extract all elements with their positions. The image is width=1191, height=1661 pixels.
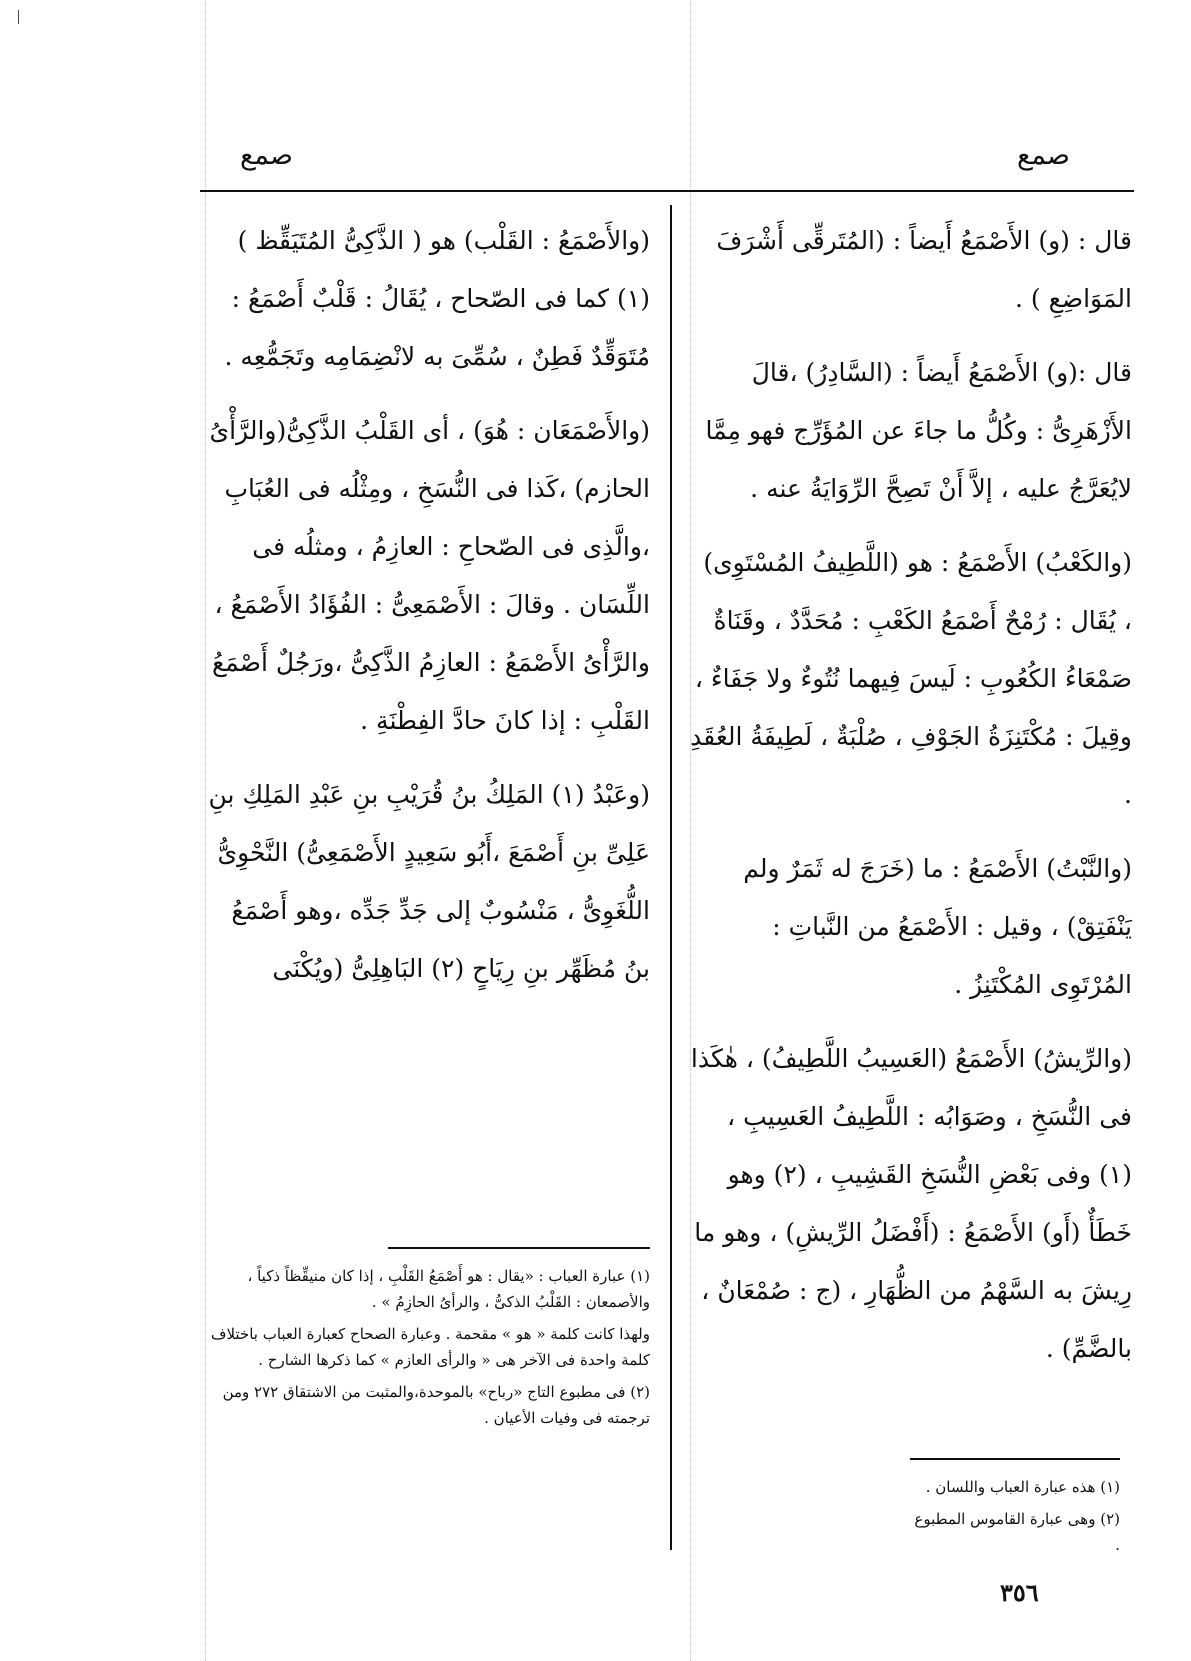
footnote: (٢) وهى عبارة القاموس المطبوع . xyxy=(914,1510,1120,1554)
right-paragraph: (والنَّبْتُ) الأَصْمَعُ : ما (خَرَجَ له ثَمَرٌ ولم يَنْفَتِقْ) ، وقيل : الأَصْمَعُ من النَّباتِ : المُرْتَوِى المُكْتَنِزُ . xyxy=(743,854,1132,999)
left-paragraph: (وعَبْدُ (١) المَلِكُ بنُ قُرَيْبِ بنِ عَبْدِ المَلِكِ بنِ عَلِىِّ بنِ أَصْمَعَ ،أَبُو سَعِيدٍ الأَصْمَعِىُّ) النَّحْوِىُّ اللُّغَوِىُّ ، مَنْسُوبٌ إلى جَدِّ جَدِّه ،وهو أَصْمَعُ بنُ مُظَهِّر بنِ رِيَاحٍ (٢) البَاهِلِىُّ (ويُكْنَى xyxy=(208,780,650,983)
footnote: (١) هذه عبارة العباب واللسان . xyxy=(925,1478,1120,1496)
header-root-right: صمع xyxy=(1017,140,1070,171)
footnote-rule xyxy=(910,1458,1120,1460)
right-paragraph: (والكَعْبُ) الأَصْمَعُ : هو (اللَّطِيفُ المُسْتَوِى) ، يُقَال : رُمْحٌ أَصْمَعُ الكَعْبِ : مُحَدَّدٌ ، وقَنَاةٌ صَمْعَاءُ الكُعُوبِ : لَيسَ فِيهما نُتُوءٌ ولا جَفَاءٌ ، وقِيلَ : مُكْتَنِزَةُ الجَوْفِ ، صُلْبَةٌ ، لَطِيفَةُ العُقَدِ . xyxy=(690,548,1132,809)
right-column xyxy=(688,212,1132,1394)
page-number: ٣٥٦ xyxy=(1000,1578,1039,1607)
margin-mark xyxy=(18,10,19,24)
right-paragraph: قال :(و) الأَصْمَعُ أَيضاً : (السَّادِرُ) ،قالَ الأَزْهَرِىُّ : وكُلُّ ما جاءَ عن المُؤَرِّج فهو مِمَّا لايُعَرَّجُ عليه ، إلاَّ أَنْ تَصِحَّ الرِّوَايَةُ عنه . xyxy=(705,358,1132,503)
header-root-left: صمع xyxy=(240,140,293,171)
footnote: ولهذا كانت كلمة « هو » مقحمة . وعبارة الصحاح كعبارة العباب باختلاف كلمة واحدة فى الآخر هى « والرأى العازم » كما ذكرها الشارح . xyxy=(210,1325,650,1369)
footnote: (٢) فى مطبوع التاج «رباح» بالموحدة،والمثبت من الاشتقاق ٢٧٢ ومن ترجمته فى وفيات الأعيان . xyxy=(222,1383,650,1427)
left-column xyxy=(200,212,650,1014)
column-divider xyxy=(670,205,672,1550)
header-rule xyxy=(200,190,1134,192)
right-paragraph: (والرِّيشُ) الأَصْمَعُ (العَسِيبُ اللَّطِيفُ) ، هٰكَذا فى النُّسَخِ ، وصَوَابُه : اللَّطِيفُ العَسِيبِ ، (١) وفى بَعْضِ النُّسَخِ القَشِيبِ ، (٢) وهو خَطَأٌ (أَو) الأَصْمَعُ : (أَفْضَلُ الرِّيشِ) ، وهو ما رِيشَ به السَّهْمُ من الظُّهَارِ ، (ج : صُمْعَانٌ ، بالضَّمِّ) . xyxy=(690,1044,1132,1363)
left-footnotes xyxy=(200,1247,650,1437)
left-paragraph: (والأَصْمَعُ : القَلْب) هو ( الذَّكِىُّ المُتَيَقِّظ ) (١) كما فى الصّحاح ، يُقَالُ : قَلْبٌ أَصْمَعُ : مُتَوَقِّدٌ فَطِنٌ ، سُمِّىَ به لانْضِمَامِه وتَجَمُّعِه . xyxy=(224,226,650,371)
right-footnotes xyxy=(910,1458,1120,1564)
right-paragraph: قال : (و) الأَصْمَعُ أَيضاً : (المُتَرقِّى أَشْرَفَ المَوَاضِعِ ) . xyxy=(716,226,1132,313)
footnote-rule xyxy=(388,1247,650,1249)
left-paragraph: (والأَصْمَعَان : هُوَ) ، أى القَلْبُ الذَّكِىُّ(والرَّأْىُ الحازم) ،كَذا فى النُّسَخِ ، ومِثْلُه فى العُبَابِ ،والَّذِى فى الصّحاحِ : العازِمُ ، ومثلُه فى اللِّسَان . وقالَ : الأَصْمَعِىُّ : الفُؤَادُ الأَصْمَعُ ، والرَّأْىُ الأَصْمَعُ : العازِمُ الذَّكِىُّ ،ورَجُلٌ أَصْمَعُ القَلْبِ : إذا كانَ حادَّ الفِطْنَةِ . xyxy=(209,416,650,735)
footnote: (١) عبارة العباب : «يقال : هو أَصْمَعُ القَلْبِ ، إذا كان منيقِّظاً ذكياً ، والأصمعان : القَلْبُ الذكىُّ ، والرأىُ الحازِمُ » . xyxy=(247,1267,650,1311)
